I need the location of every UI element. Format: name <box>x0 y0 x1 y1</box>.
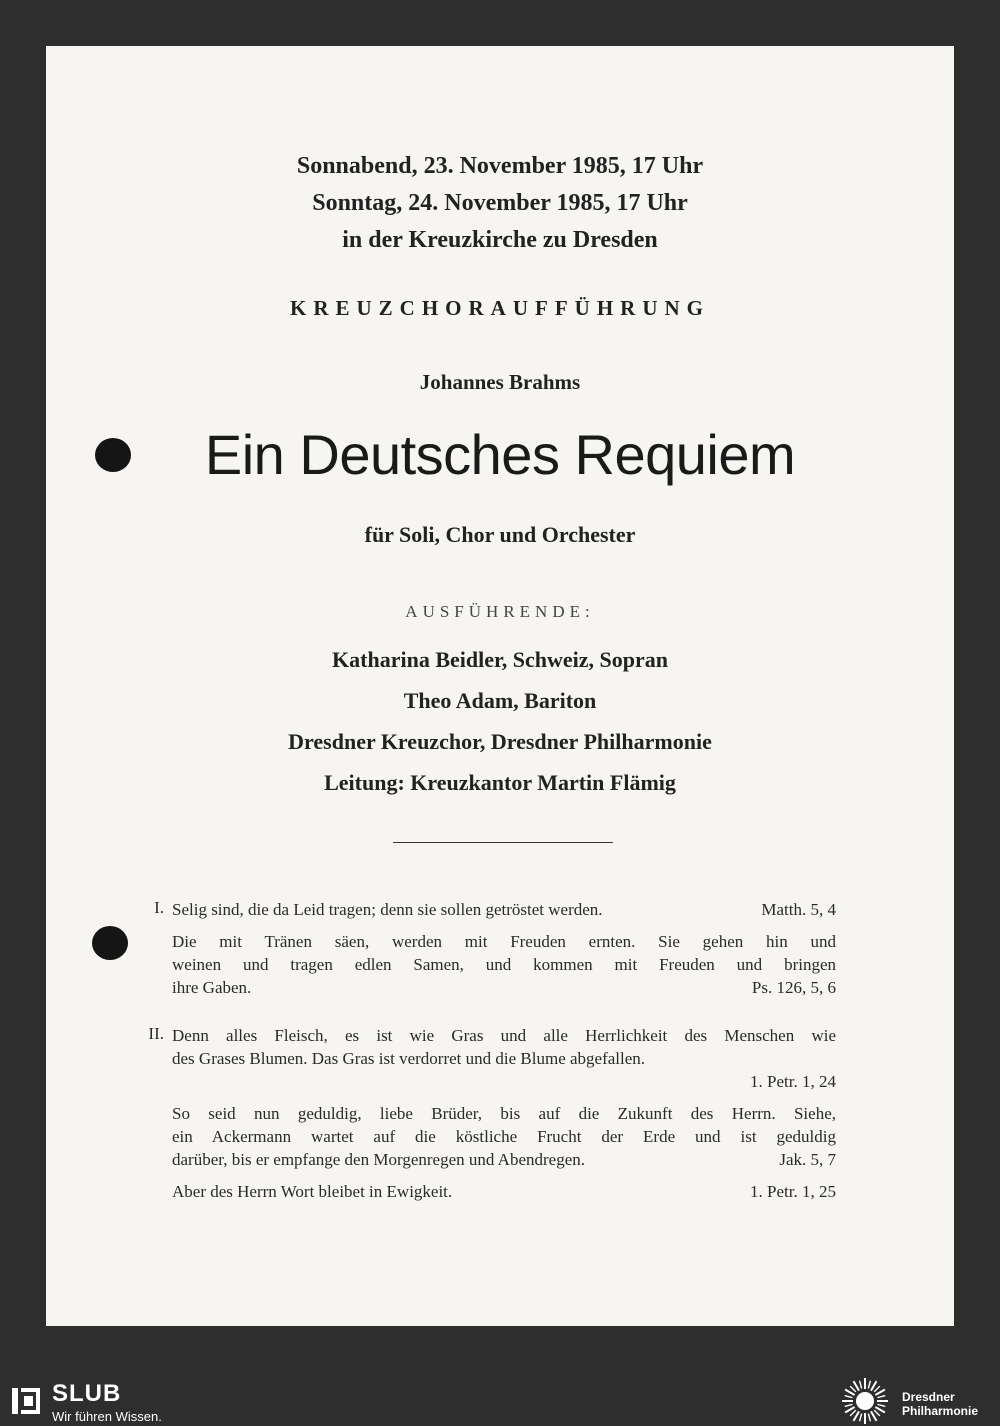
verse: ihre Gaben. <box>172 978 252 997</box>
scripture-ref: 1. Petr. 1, 24 <box>750 1072 836 1091</box>
text-line <box>172 1180 836 1203</box>
performer-1: Katharina Beidler, Schweiz, Sopran <box>332 647 668 672</box>
movement-1-text <box>172 898 836 999</box>
verse: Selig sind, die da Leid tragen; denn sie sollen getröstet werden. <box>172 900 603 919</box>
venue-line: in der Kreuzkirche zu Dresden <box>342 227 658 253</box>
text-line <box>172 898 836 921</box>
composer: Johannes Brahms <box>419 370 581 394</box>
work-title: Ein Deutsches Requiem <box>204 423 796 486</box>
text-line: So seid nun geduldig, liebe Brüder, bis auf die Zukunft des Herrn. Siehe, <box>172 1104 836 1123</box>
performer-4: Leitung: Kreuzkantor Martin Flämig <box>324 770 676 795</box>
scripture-ref: Jak. 5, 7 <box>779 1150 836 1169</box>
scripture-ref: Ps. 126, 5, 6 <box>751 978 836 997</box>
partner-line-1: Dresdner <box>902 1390 955 1404</box>
performer-3: Dresdner Kreuzchor, Dresdner Philharmonie <box>288 729 712 754</box>
text-line: weinen und tragen edlen Samen, und kommen mit Freuden und bringen <box>172 955 836 974</box>
work-subtitle: für Soli, Chor und Orchester <box>364 522 636 547</box>
divider-rule <box>393 842 613 843</box>
performers-label: AUSFÜHRENDE: <box>405 602 595 621</box>
movement-number-1: I. <box>154 898 164 917</box>
partner-line-2: Philharmonie <box>902 1404 979 1418</box>
text-line: ein Ackermann wartet auf die köstliche Frucht der Erde und ist geduldig <box>172 1127 836 1146</box>
footer-bar <box>0 1376 1000 1426</box>
date-line-2: Sonntag, 24. November 1985, 17 Uhr <box>312 190 688 216</box>
date-line-1: Sonnabend, 23. November 1985, 17 Uhr <box>296 153 704 179</box>
philharmonie-name[interactable] <box>902 1390 978 1418</box>
verse: darüber, bis er empfange den Morgenregen und Abendregen. <box>172 1150 585 1169</box>
scripture-ref: 1. Petr. 1, 25 <box>750 1182 836 1201</box>
slub-tagline: Wir führen Wissen. <box>52 1409 162 1424</box>
program-page <box>46 46 954 1326</box>
text-line <box>172 1148 836 1171</box>
verse: Aber des Herrn Wort bleibet in Ewigkeit. <box>172 1182 453 1201</box>
punch-hole-bottom <box>92 926 128 960</box>
event-type: KREUZCHORAUFFÜHRUNG <box>290 296 710 320</box>
performer-2: Theo Adam, Bariton <box>403 688 597 713</box>
scripture-ref: Matth. 5, 4 <box>761 900 836 919</box>
text-line: Denn alles Fleisch, es ist wie Gras und alle Herrlichkeit des Menschen wie <box>172 1026 836 1045</box>
text-line <box>172 976 836 999</box>
text-line: des Grases Blumen. Das Gras ist verdorret und die Blume abgefallen. <box>172 1049 646 1068</box>
slub-name[interactable]: SLUB <box>52 1380 122 1407</box>
movement-number-2: II. <box>148 1024 164 1043</box>
philharmonie-logo-icon[interactable] <box>840 1376 890 1426</box>
slub-logo-icon[interactable] <box>10 1384 44 1418</box>
text-line: Die mit Tränen säen, werden mit Freuden ernten. Sie gehen hin und <box>172 932 836 951</box>
movement-2-text <box>172 1024 836 1203</box>
